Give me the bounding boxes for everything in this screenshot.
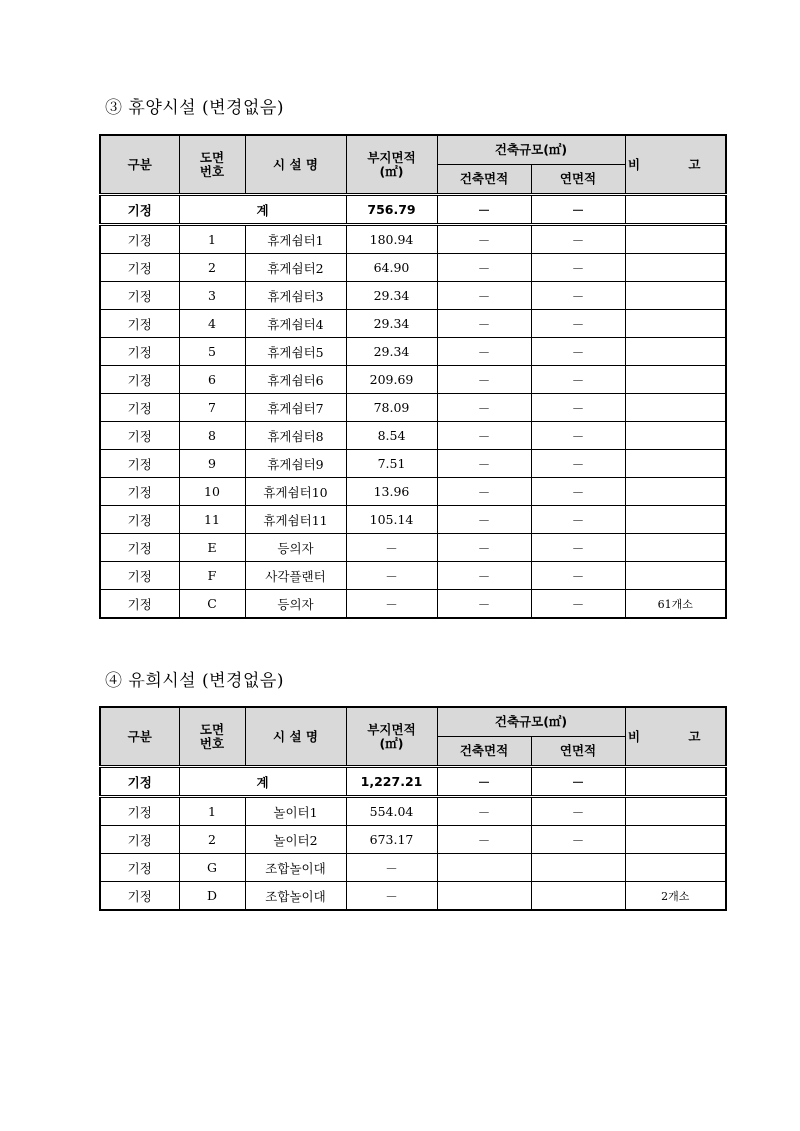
total-site-area: 1,227.21	[346, 767, 437, 797]
row-facility-name: 휴게쉼터1	[245, 225, 346, 254]
row-remarks	[625, 450, 726, 478]
row-building-area: －	[437, 797, 531, 826]
row-site-area: 7.51	[346, 450, 437, 478]
section-title-play-facilities: ④ 유희시설 (변경없음)	[105, 671, 284, 691]
row-site-area: －	[346, 590, 437, 619]
row-building-area: －	[437, 254, 531, 282]
row-building-area: －	[437, 826, 531, 854]
row-site-area: 78.09	[346, 394, 437, 422]
table-row	[100, 338, 726, 366]
row-drawing-no: 2	[179, 254, 245, 282]
row-building-area: －	[437, 506, 531, 534]
table-row	[100, 282, 726, 310]
section-title-rest-facilities: ③ 휴양시설 (변경없음)	[105, 98, 284, 118]
row-site-area: －	[346, 882, 437, 911]
row-floor-area: －	[531, 562, 625, 590]
header-floor-area: 연면적	[531, 737, 625, 767]
row-building-area	[437, 854, 531, 882]
row-floor-area: －	[531, 282, 625, 310]
row-building-area: －	[437, 562, 531, 590]
table-header	[100, 135, 726, 195]
total-row	[100, 767, 726, 797]
row-floor-area: －	[531, 394, 625, 422]
row-site-area: －	[346, 562, 437, 590]
table-row	[100, 590, 726, 619]
row-remarks	[625, 797, 726, 826]
row-building-area: －	[437, 225, 531, 254]
table-row	[100, 478, 726, 506]
row-category: 기정	[100, 450, 179, 478]
row-remarks	[625, 478, 726, 506]
header-row	[100, 135, 726, 165]
row-site-area: －	[346, 854, 437, 882]
row-remarks	[625, 282, 726, 310]
row-facility-name: 놀이터1	[245, 797, 346, 826]
header-drawing-no-line1: 도면	[199, 721, 225, 737]
row-category: 기정	[100, 882, 179, 911]
total-building-area: －	[437, 195, 531, 225]
table-row	[100, 254, 726, 282]
total-row	[100, 195, 726, 225]
row-facility-name: 등의자	[245, 534, 346, 562]
row-drawing-no: 1	[179, 797, 245, 826]
table-row	[100, 394, 726, 422]
table-row	[100, 854, 726, 882]
row-remarks	[625, 534, 726, 562]
table-body	[100, 195, 726, 619]
row-facility-name: 등의자	[245, 590, 346, 619]
row-site-area: 209.69	[346, 366, 437, 394]
total-floor-area: －	[531, 195, 625, 225]
total-label: 계	[179, 195, 346, 225]
row-building-area: －	[437, 422, 531, 450]
row-floor-area: －	[531, 310, 625, 338]
row-floor-area: －	[531, 366, 625, 394]
row-drawing-no: 2	[179, 826, 245, 854]
row-building-area: －	[437, 282, 531, 310]
row-drawing-no: 6	[179, 366, 245, 394]
row-facility-name: 휴게쉼터11	[245, 506, 346, 534]
row-site-area: 8.54	[346, 422, 437, 450]
header-building-area: 건축면적	[437, 737, 531, 767]
row-facility-name: 휴게쉼터8	[245, 422, 346, 450]
total-remarks	[625, 195, 726, 225]
row-facility-name: 조합놀이대	[245, 854, 346, 882]
table-row	[100, 562, 726, 590]
row-drawing-no: G	[179, 854, 245, 882]
table-row	[100, 366, 726, 394]
header-site-area-unit: (㎡)	[379, 735, 404, 751]
row-remarks	[625, 310, 726, 338]
row-category: 기정	[100, 534, 179, 562]
row-floor-area: －	[531, 590, 625, 619]
row-remarks	[625, 338, 726, 366]
row-drawing-no: 1	[179, 225, 245, 254]
table-body	[100, 767, 726, 911]
row-facility-name: 휴게쉼터5	[245, 338, 346, 366]
row-site-area: 673.17	[346, 826, 437, 854]
row-remarks	[625, 225, 726, 254]
row-drawing-no: E	[179, 534, 245, 562]
row-facility-name: 조합놀이대	[245, 882, 346, 911]
row-facility-name: 휴게쉼터6	[245, 366, 346, 394]
header-drawing-no	[179, 135, 245, 195]
row-site-area: 180.94	[346, 225, 437, 254]
header-site-area-unit: (㎡)	[379, 163, 404, 179]
header-category: 구분	[100, 707, 179, 767]
play-facilities-table	[99, 706, 727, 911]
header-building-scale: 건축규모(㎡)	[437, 707, 625, 737]
row-building-area: －	[437, 534, 531, 562]
table-row	[100, 225, 726, 254]
header-site-area-line1: 부지면적	[367, 721, 416, 737]
row-floor-area: －	[531, 797, 625, 826]
row-site-area: 29.34	[346, 310, 437, 338]
total-building-area: －	[437, 767, 531, 797]
row-category: 기정	[100, 826, 179, 854]
row-remarks	[625, 422, 726, 450]
row-building-area: －	[437, 478, 531, 506]
row-facility-name: 휴게쉼터3	[245, 282, 346, 310]
total-category: 기정	[100, 767, 179, 797]
row-remarks	[625, 826, 726, 854]
row-floor-area: －	[531, 422, 625, 450]
row-site-area: 29.34	[346, 338, 437, 366]
total-category: 기정	[100, 195, 179, 225]
row-facility-name: 휴게쉼터10	[245, 478, 346, 506]
header-facility-name: 시 설 명	[245, 135, 346, 195]
table-row	[100, 450, 726, 478]
header-site-area-line1: 부지면적	[367, 149, 416, 165]
row-drawing-no: 7	[179, 394, 245, 422]
row-building-area: －	[437, 366, 531, 394]
header-building-area: 건축면적	[437, 165, 531, 195]
row-category: 기정	[100, 422, 179, 450]
row-floor-area: －	[531, 506, 625, 534]
row-category: 기정	[100, 310, 179, 338]
row-drawing-no: 10	[179, 478, 245, 506]
header-remarks: 비 고	[625, 707, 726, 767]
table-row	[100, 506, 726, 534]
row-category: 기정	[100, 394, 179, 422]
row-building-area: －	[437, 590, 531, 619]
row-floor-area: －	[531, 534, 625, 562]
row-site-area: 105.14	[346, 506, 437, 534]
header-drawing-no	[179, 707, 245, 767]
header-site-area	[346, 135, 437, 195]
row-drawing-no: F	[179, 562, 245, 590]
table-row	[100, 310, 726, 338]
row-remarks	[625, 562, 726, 590]
row-drawing-no: 5	[179, 338, 245, 366]
row-floor-area: －	[531, 478, 625, 506]
row-category: 기정	[100, 797, 179, 826]
row-category: 기정	[100, 506, 179, 534]
row-facility-name: 사각플랜터	[245, 562, 346, 590]
total-label: 계	[179, 767, 346, 797]
table-header	[100, 707, 726, 767]
row-drawing-no: C	[179, 590, 245, 619]
total-floor-area: －	[531, 767, 625, 797]
header-drawing-no-line2: 번호	[199, 163, 225, 179]
total-remarks	[625, 767, 726, 797]
header-floor-area: 연면적	[531, 165, 625, 195]
row-building-area: －	[437, 450, 531, 478]
table-row	[100, 882, 726, 911]
header-facility-name: 시 설 명	[245, 707, 346, 767]
row-drawing-no: 9	[179, 450, 245, 478]
header-building-scale: 건축규모(㎡)	[437, 135, 625, 165]
row-category: 기정	[100, 225, 179, 254]
row-facility-name: 놀이터2	[245, 826, 346, 854]
row-category: 기정	[100, 590, 179, 619]
row-remarks	[625, 366, 726, 394]
row-building-area: －	[437, 310, 531, 338]
row-site-area: 554.04	[346, 797, 437, 826]
row-facility-name: 휴게쉼터7	[245, 394, 346, 422]
header-drawing-no-line2: 번호	[199, 735, 225, 751]
row-drawing-no: 8	[179, 422, 245, 450]
row-drawing-no: 11	[179, 506, 245, 534]
row-building-area: －	[437, 338, 531, 366]
row-remarks: 2개소	[625, 882, 726, 911]
row-floor-area: －	[531, 450, 625, 478]
table-row	[100, 534, 726, 562]
row-remarks	[625, 394, 726, 422]
table-row	[100, 797, 726, 826]
row-category: 기정	[100, 254, 179, 282]
row-category: 기정	[100, 562, 179, 590]
row-category: 기정	[100, 282, 179, 310]
row-remarks	[625, 254, 726, 282]
row-remarks: 61개소	[625, 590, 726, 619]
header-row	[100, 707, 726, 737]
row-facility-name: 휴게쉼터4	[245, 310, 346, 338]
row-site-area: 29.34	[346, 282, 437, 310]
table-row	[100, 422, 726, 450]
header-drawing-no-line1: 도면	[199, 149, 225, 165]
row-remarks	[625, 506, 726, 534]
row-drawing-no: D	[179, 882, 245, 911]
row-floor-area: －	[531, 826, 625, 854]
row-site-area: 64.90	[346, 254, 437, 282]
header-remarks: 비 고	[625, 135, 726, 195]
row-floor-area: －	[531, 225, 625, 254]
header-site-area	[346, 707, 437, 767]
row-facility-name: 휴게쉼터2	[245, 254, 346, 282]
row-category: 기정	[100, 366, 179, 394]
table-row	[100, 826, 726, 854]
row-floor-area	[531, 882, 625, 911]
row-building-area: －	[437, 394, 531, 422]
row-remarks	[625, 854, 726, 882]
row-floor-area: －	[531, 338, 625, 366]
row-site-area: 13.96	[346, 478, 437, 506]
row-drawing-no: 3	[179, 282, 245, 310]
row-facility-name: 휴게쉼터9	[245, 450, 346, 478]
rest-facilities-table	[99, 134, 727, 619]
row-floor-area	[531, 854, 625, 882]
header-category: 구분	[100, 135, 179, 195]
row-drawing-no: 4	[179, 310, 245, 338]
row-category: 기정	[100, 854, 179, 882]
row-category: 기정	[100, 478, 179, 506]
total-site-area: 756.79	[346, 195, 437, 225]
row-category: 기정	[100, 338, 179, 366]
row-site-area: －	[346, 534, 437, 562]
row-building-area	[437, 882, 531, 911]
row-floor-area: －	[531, 254, 625, 282]
